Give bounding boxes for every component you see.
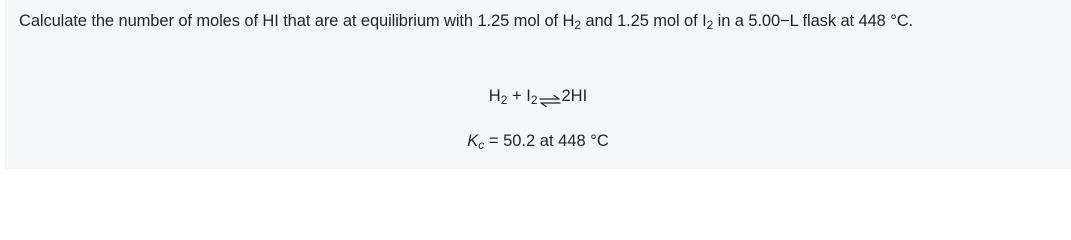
problem-panel	[5, 0, 1071, 169]
reactant-2: I	[526, 87, 531, 105]
equilibrium-constant	[5, 130, 1071, 152]
question-subscript-2: 2	[706, 18, 714, 32]
equilibrium-arrows-icon	[539, 91, 561, 103]
plus-sign: +	[507, 87, 527, 105]
reactant-2-subscript: 2	[530, 93, 538, 107]
product: 2HI	[561, 87, 588, 105]
kc-symbol: $K_c$	[467, 132, 485, 152]
question-part-2: and 1.25 mol of I	[580, 12, 707, 30]
reactant-1: H	[488, 87, 501, 105]
kc-value: = 50.2 at 448 °C	[484, 132, 609, 150]
question-text	[19, 8, 1065, 35]
question-part-3: in a 5.00−L flask at 448 °C.	[713, 12, 914, 30]
kc-subscript: c	[478, 138, 485, 152]
reactant-1-subscript: 2	[500, 93, 508, 107]
question-part-1: Calculate the number of moles of HI that are at equilibrium with 1.25 mol of H	[19, 12, 575, 30]
question-subscript-1: 2	[574, 18, 581, 32]
reaction-equation	[5, 85, 1071, 107]
